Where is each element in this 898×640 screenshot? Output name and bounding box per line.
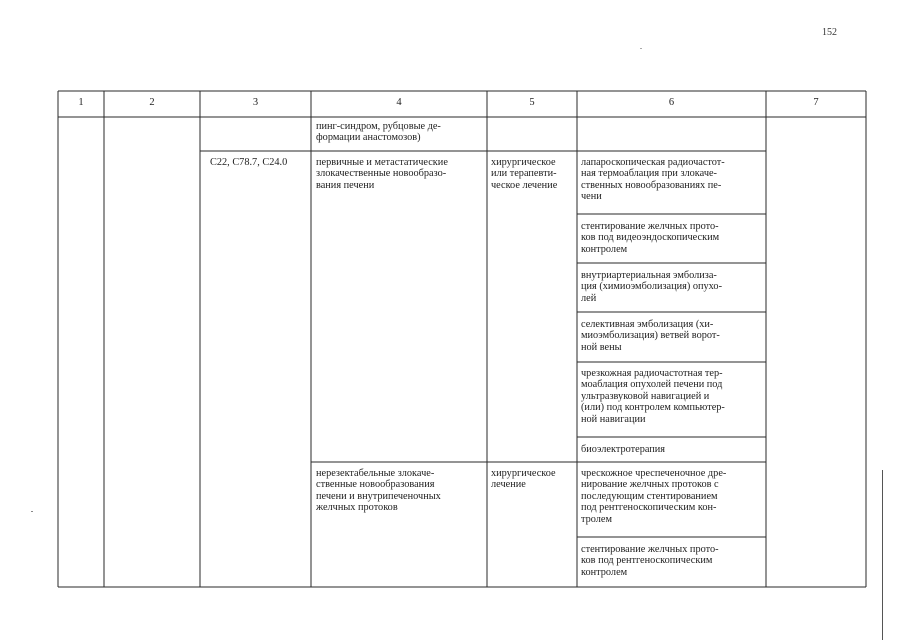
header-col-6: 6 — [668, 97, 675, 108]
continued-diagnosis-cell: пинг-синдром, рубцовые де- формации анастомозов) — [316, 121, 441, 144]
method-cell: внутриартериальная эмболиза- ция (химиоэмболизация) опухо- лей — [581, 270, 723, 304]
treatment-type-cell: хирургическое лечение — [491, 468, 556, 491]
method-cell: чрезкожная радиочастотная тер- моаблация опухолей печени под ультразвуковой навигацией и (или) под контролем компьютер- ной навигации — [581, 368, 725, 425]
method-cell: биоэлектротерапия — [581, 444, 666, 455]
header-col-5: 5 — [529, 97, 535, 108]
method-cell: лапароскопическая радиочастот- ная термоаблация при злокаче- ственных новообразованиях пе- чени — [581, 157, 725, 203]
page-number: 152 — [822, 27, 837, 38]
header-col-7: 7 — [813, 97, 819, 108]
method-cell: стентирование желчных прото- ков под видеоэндоскопическим контролем — [581, 221, 720, 255]
diagnosis-cell: нерезектабельные злокаче- ственные новообразования печени и внутрипеченочных желчных протоков — [316, 468, 441, 514]
header-col-1: 1 — [78, 97, 84, 108]
header-col-3: 3 — [252, 97, 259, 108]
treatment-type-cell: хирургическое или терапевти- ческое лечение — [491, 157, 558, 191]
header-col-4: 4 — [396, 97, 402, 108]
method-cell: чрескожное чреспеченочное дре- нирование желчных протоков с последующим стентированием под рентгеноскопическим кон- тролем — [581, 468, 727, 525]
diagnosis-cell: первичные и метастатические злокачественные новообразо- вания печени — [316, 157, 448, 191]
header-col-2: 2 — [149, 97, 155, 108]
method-cell: селективная эмболизация (хи- миоэмболизация) ветвей ворот- ной вены — [581, 319, 720, 353]
scan-speck — [640, 48, 642, 49]
method-cell: стентирование желчных прото- ков под рентгеноскопическим контролем — [581, 544, 719, 578]
icd-codes-cell: C22, C78.7, C24.0 — [210, 157, 288, 168]
scan-speck — [31, 511, 33, 512]
scan-edge-line — [882, 470, 883, 640]
